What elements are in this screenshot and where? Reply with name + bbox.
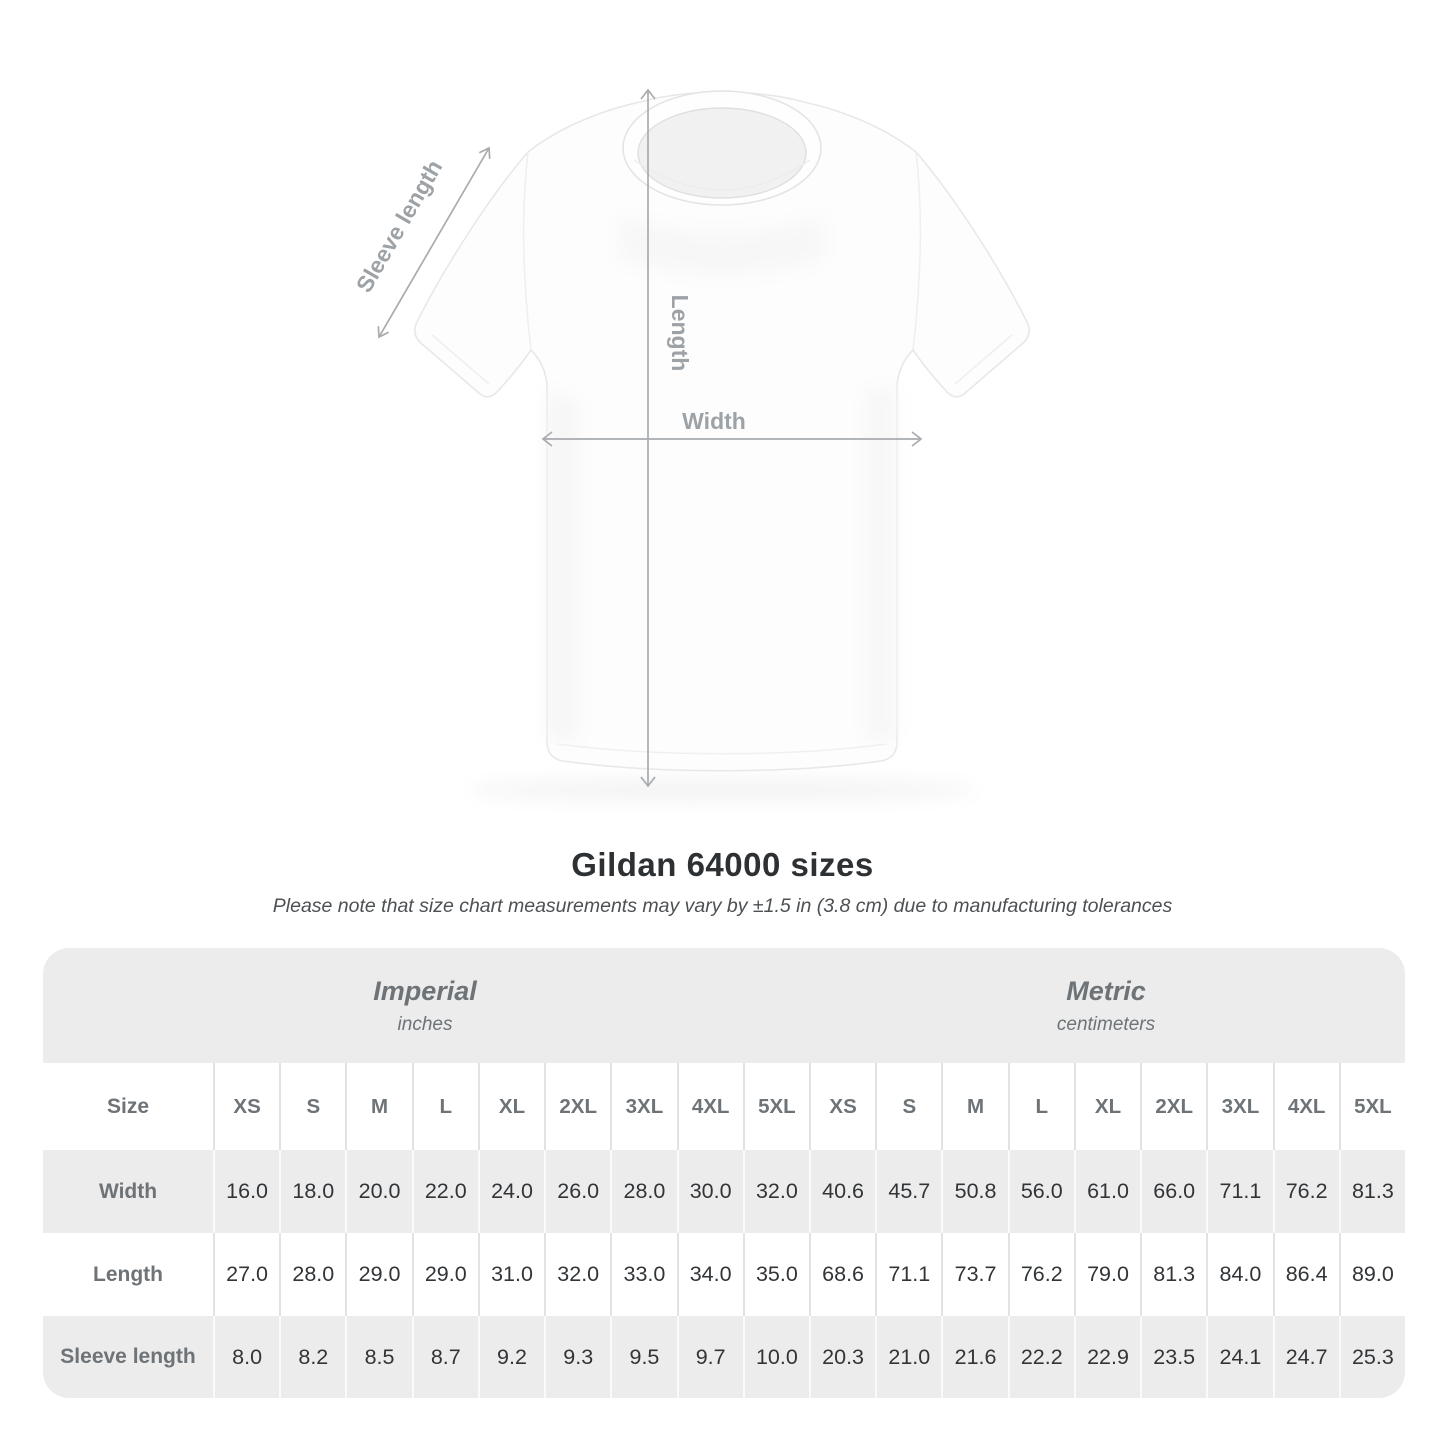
imperial-value-cell: 31.0: [478, 1233, 544, 1316]
size-header-cell: 2XL: [1140, 1063, 1206, 1150]
size-header-cell: 4XL: [677, 1063, 743, 1150]
imperial-value-cell: 32.0: [544, 1233, 610, 1316]
width-label: Width: [682, 408, 746, 434]
imperial-value-cell: 28.0: [279, 1233, 345, 1316]
metric-value-cell: 73.7: [941, 1233, 1007, 1316]
size-header-cell: 4XL: [1273, 1063, 1339, 1150]
size-grid: [43, 1063, 1405, 1398]
size-header-cell: 5XL: [1339, 1063, 1405, 1150]
size-header-cell: XS: [213, 1063, 279, 1150]
size-header-cell: XS: [809, 1063, 875, 1150]
size-header-cell: 5XL: [743, 1063, 809, 1150]
imperial-value-cell: 28.0: [610, 1150, 676, 1233]
row-label-cell: Width: [43, 1150, 213, 1233]
metric-value-cell: 76.2: [1273, 1150, 1339, 1233]
unit-header-band: [43, 948, 1405, 1063]
size-table: [43, 948, 1405, 1398]
size-header-cell: M: [345, 1063, 411, 1150]
imperial-value-cell: 27.0: [213, 1233, 279, 1316]
imperial-value-cell: 9.3: [544, 1316, 610, 1398]
imperial-value-cell: 34.0: [677, 1233, 743, 1316]
metric-value-cell: 71.1: [1206, 1150, 1272, 1233]
shirt-shadow: [467, 778, 977, 802]
imperial-value-cell: 9.2: [478, 1316, 544, 1398]
size-header-cell: L: [412, 1063, 478, 1150]
size-header-cell: 2XL: [544, 1063, 610, 1150]
imperial-value-cell: 8.0: [213, 1316, 279, 1398]
size-header-cell: M: [941, 1063, 1007, 1150]
metric-value-cell: 68.6: [809, 1233, 875, 1316]
metric-value-cell: 71.1: [875, 1233, 941, 1316]
size-header-cell: S: [875, 1063, 941, 1150]
sleeve-length-label: Sleeve length: [350, 155, 448, 297]
imperial-value-cell: 18.0: [279, 1150, 345, 1233]
metric-value-cell: 76.2: [1008, 1233, 1074, 1316]
imperial-value-cell: 29.0: [345, 1233, 411, 1316]
imperial-value-cell: 33.0: [610, 1233, 676, 1316]
metric-value-cell: 79.0: [1074, 1233, 1140, 1316]
metric-value-cell: 22.9: [1074, 1316, 1140, 1398]
metric-value-cell: 50.8: [941, 1150, 1007, 1233]
metric-header: [807, 948, 1405, 1063]
imperial-value-cell: 32.0: [743, 1150, 809, 1233]
imperial-value-cell: 8.5: [345, 1316, 411, 1398]
metric-value-cell: 40.6: [809, 1150, 875, 1233]
size-corner-label: Size: [43, 1063, 213, 1150]
metric-value-cell: 21.0: [875, 1316, 941, 1398]
heading-block: [0, 846, 1445, 918]
metric-value-cell: 23.5: [1140, 1316, 1206, 1398]
metric-value-cell: 45.7: [875, 1150, 941, 1233]
size-header-cell: XL: [478, 1063, 544, 1150]
imperial-value-cell: 29.0: [412, 1233, 478, 1316]
imperial-value-cell: 8.7: [412, 1316, 478, 1398]
imperial-value-cell: 30.0: [677, 1150, 743, 1233]
imperial-value-cell: 20.0: [345, 1150, 411, 1233]
size-header-cell: XL: [1074, 1063, 1140, 1150]
metric-value-cell: 56.0: [1008, 1150, 1074, 1233]
imperial-value-cell: 22.0: [412, 1150, 478, 1233]
metric-value-cell: 24.1: [1206, 1316, 1272, 1398]
imperial-value-cell: 35.0: [743, 1233, 809, 1316]
row-label-cell: Length: [43, 1233, 213, 1316]
imperial-title: Imperial: [373, 975, 477, 1006]
imperial-unit: inches: [397, 1013, 453, 1035]
size-header-cell: 3XL: [610, 1063, 676, 1150]
metric-value-cell: 81.3: [1339, 1150, 1405, 1233]
imperial-value-cell: 24.0: [478, 1150, 544, 1233]
metric-title: Metric: [1066, 975, 1146, 1006]
metric-value-cell: 21.6: [941, 1316, 1007, 1398]
page-title: Gildan 64000 sizes: [571, 846, 874, 883]
metric-value-cell: 66.0: [1140, 1150, 1206, 1233]
row-label-cell: Sleeve length: [43, 1316, 213, 1398]
metric-value-cell: 84.0: [1206, 1233, 1272, 1316]
metric-value-cell: 89.0: [1339, 1233, 1405, 1316]
imperial-value-cell: 8.2: [279, 1316, 345, 1398]
metric-value-cell: 25.3: [1339, 1316, 1405, 1398]
metric-value-cell: 22.2: [1008, 1316, 1074, 1398]
imperial-value-cell: 10.0: [743, 1316, 809, 1398]
tolerance-note: Please note that size chart measurements may vary by ±1.5 in (3.8 cm) due to manufacturing tolerances: [272, 895, 1173, 917]
metric-value-cell: 24.7: [1273, 1316, 1339, 1398]
size-header-cell: L: [1008, 1063, 1074, 1150]
metric-value-cell: 61.0: [1074, 1150, 1140, 1233]
metric-unit: centimeters: [1056, 1013, 1156, 1035]
size-header-cell: 3XL: [1206, 1063, 1272, 1150]
imperial-value-cell: 16.0: [213, 1150, 279, 1233]
imperial-value-cell: 9.7: [677, 1316, 743, 1398]
metric-value-cell: 20.3: [809, 1316, 875, 1398]
imperial-header: [43, 948, 807, 1063]
metric-value-cell: 86.4: [1273, 1233, 1339, 1316]
metric-value-cell: 81.3: [1140, 1233, 1206, 1316]
length-label: Length: [667, 294, 693, 372]
imperial-value-cell: 9.5: [610, 1316, 676, 1398]
imperial-value-cell: 26.0: [544, 1150, 610, 1233]
size-header-cell: S: [279, 1063, 345, 1150]
collar: [623, 91, 821, 205]
